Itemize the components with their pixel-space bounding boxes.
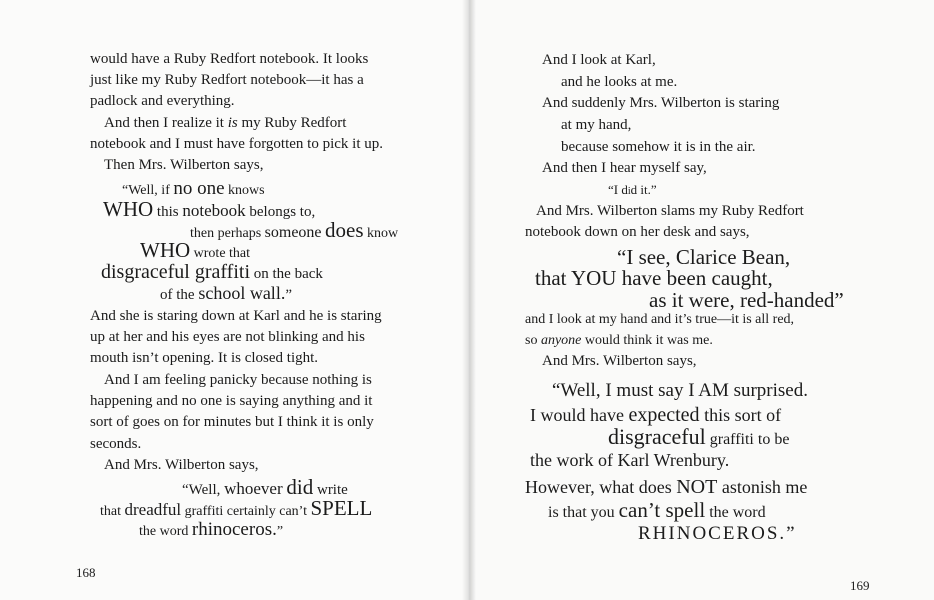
- text-line: And she is staring down at Karl and he is staring: [90, 308, 382, 324]
- text-line: disgraceful graffiti on the back: [101, 261, 323, 283]
- text-line: And Mrs. Wilberton slams my Ruby Redfort: [536, 203, 804, 219]
- text-line: And Mrs. Wilberton says,: [542, 353, 697, 369]
- text-line: then perhaps someone does know: [190, 218, 399, 242]
- text-line: And I am feeling panicky because nothing is: [104, 372, 372, 388]
- text-line: disgraceful graffiti to be: [608, 424, 790, 449]
- text-line: of the school wall.”: [160, 283, 292, 303]
- text-line: “Well, whoever did write: [182, 475, 348, 499]
- text-line: seconds.: [90, 436, 142, 452]
- text-line: And Mrs. Wilberton says,: [104, 457, 259, 473]
- text-line: And then I realize it is my Ruby Redfort: [104, 115, 347, 131]
- text-line: is that you can’t spell the word: [548, 498, 766, 522]
- text-line: And I look at Karl,: [542, 52, 656, 68]
- page-number-right: 169: [850, 578, 870, 593]
- text-line: However, what does NOT astonish me: [525, 476, 808, 498]
- text-line: sort of goes on for minutes but I think it is only: [90, 414, 374, 430]
- text-line: And suddenly Mrs. Wilberton is staring: [542, 95, 780, 111]
- text-line: RHINOCEROS.”: [638, 523, 797, 544]
- page-number-left: 168: [76, 565, 96, 580]
- text-line: up at her and his eyes are not blinking and his: [90, 329, 365, 345]
- text-line: I would have expected this sort of: [530, 404, 782, 426]
- text-line: that dreadful graffiti certainly can’t SPELL: [100, 496, 373, 520]
- text-line: and I look at my hand and it’s true—it is all red,: [525, 312, 795, 327]
- text-line: padlock and everything.: [90, 93, 235, 109]
- text-line: at my hand,: [561, 117, 632, 133]
- text-line: mouth isn’t opening. It is closed tight.: [90, 350, 319, 366]
- text-line: notebook down on her desk and says,: [525, 224, 750, 240]
- text-line: just like my Ruby Redfort notebook—it has a: [90, 72, 364, 88]
- text-line: because somehow it is in the air.: [561, 139, 756, 155]
- book-gutter-shadow: [462, 0, 476, 600]
- text-line: that YOU have been caught,: [535, 266, 773, 290]
- text-line: “I see, Clarice Bean,: [617, 245, 791, 269]
- text-line: the word rhinoceros.”: [139, 519, 284, 540]
- text-line: notebook and I must have forgotten to pick it up.: [90, 136, 384, 152]
- text-line: happening and no one is saying anything and it: [90, 393, 373, 409]
- text-line: WHO wrote that: [140, 238, 251, 262]
- text-line: and he looks at me.: [561, 74, 678, 90]
- text-line: “I did it.”: [608, 182, 657, 197]
- text-line: WHO this notebook belongs to,: [103, 197, 316, 221]
- right-page: [468, 0, 934, 600]
- text-line: as it were, red-handed”: [649, 288, 844, 312]
- text-line: would have a Ruby Redfort notebook. It looks: [90, 51, 369, 67]
- text-line: “Well, I must say I AM surprised.: [552, 380, 808, 401]
- text-line: the work of Karl Wrenbury.: [530, 450, 730, 470]
- text-line: “Well, if no one knows: [122, 178, 265, 199]
- text-line: so anyone would think it was me.: [525, 333, 713, 348]
- text-line: And then I hear myself say,: [542, 160, 707, 176]
- text-line: Then Mrs. Wilberton says,: [104, 157, 264, 173]
